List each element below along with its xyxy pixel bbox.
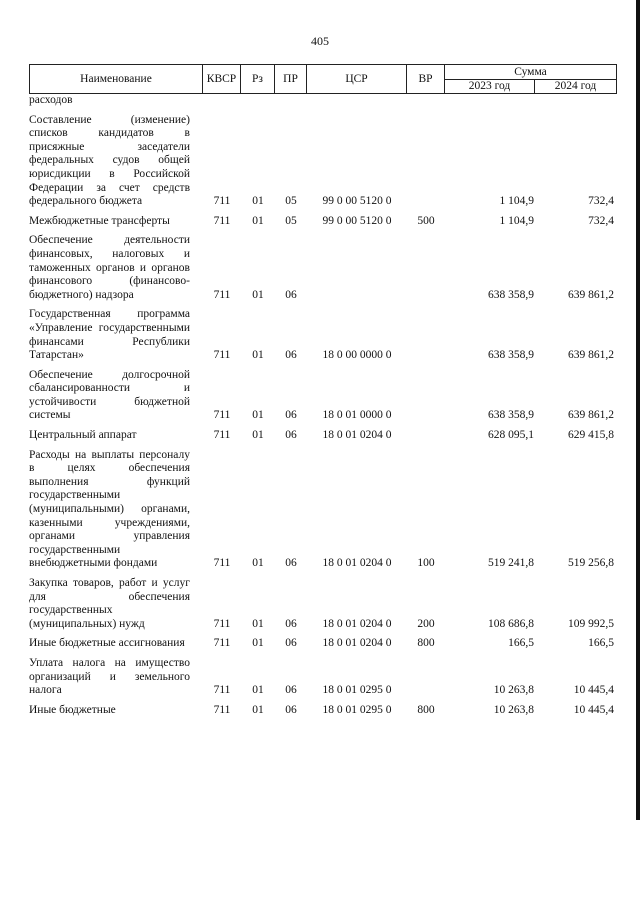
rz-cell: 01 xyxy=(252,214,264,227)
table-row xyxy=(29,449,617,571)
table-row xyxy=(29,637,617,651)
table-row xyxy=(29,704,617,718)
pr-cell: 06 xyxy=(285,557,297,570)
table-row xyxy=(29,94,617,108)
csr-cell: 18 0 01 0204 0 xyxy=(322,617,392,630)
header-sum: Сумма xyxy=(445,65,617,80)
kvsr-cell: 711 xyxy=(213,214,231,227)
kvsr-cell: 711 xyxy=(213,557,231,570)
sum-2023-cell: 10 263,8 xyxy=(493,684,534,697)
sum-2023-cell: 1 104,9 xyxy=(499,214,534,227)
header-rz: Рз xyxy=(241,65,275,94)
row-name: Центральный аппарат xyxy=(29,429,137,442)
pr-cell: 06 xyxy=(285,288,297,301)
pr-cell: 06 xyxy=(285,637,297,650)
rz-cell: 01 xyxy=(252,557,264,570)
row-name: Обеспечение долгосрочной сбалансированности и устойчивости бюджетной системы xyxy=(29,368,190,422)
header-pr: ПР xyxy=(275,65,307,94)
kvsr-cell: 711 xyxy=(213,288,231,301)
csr-cell: 18 0 01 0000 0 xyxy=(322,409,392,422)
header-csr: ЦСР xyxy=(307,65,407,94)
pr-cell: 05 xyxy=(285,214,297,227)
rz-cell: 01 xyxy=(252,429,264,442)
row-name: Межбюджетные трансферты xyxy=(29,214,170,227)
sum-2024-cell: 166,5 xyxy=(588,637,614,650)
sum-2024-cell: 732,4 xyxy=(588,195,614,208)
rz-cell: 01 xyxy=(252,637,264,650)
rz-cell: 01 xyxy=(252,703,264,716)
sum-2024-cell: 732,4 xyxy=(588,214,614,227)
vr-cell: 800 xyxy=(417,637,435,650)
rz-cell: 01 xyxy=(252,409,264,422)
csr-cell: 18 0 01 0295 0 xyxy=(322,703,392,716)
sum-2023-cell: 638 358,9 xyxy=(488,409,534,422)
pr-cell: 05 xyxy=(285,195,297,208)
csr-cell: 99 0 00 5120 0 xyxy=(322,195,392,208)
pr-cell: 06 xyxy=(285,703,297,716)
kvsr-cell: 711 xyxy=(213,409,231,422)
sum-2023-cell: 166,5 xyxy=(508,637,534,650)
csr-cell: 18 0 01 0204 0 xyxy=(322,429,392,442)
sum-2024-cell: 519 256,8 xyxy=(568,557,614,570)
csr-cell: 99 0 00 5120 0 xyxy=(322,214,392,227)
table-row xyxy=(29,234,617,302)
table-row xyxy=(29,429,617,443)
scan-edge-bar xyxy=(636,0,640,820)
row-name: Уплата налога на имущество организаций и земельного налога xyxy=(29,656,190,697)
csr-cell: 18 0 01 0204 0 xyxy=(322,557,392,570)
sum-2024-cell: 10 445,4 xyxy=(573,684,614,697)
csr-cell: 18 0 01 0295 0 xyxy=(322,684,392,697)
table-body xyxy=(29,94,617,723)
pr-cell: 06 xyxy=(285,617,297,630)
sum-2023-cell: 519 241,8 xyxy=(488,557,534,570)
row-name: Иные бюджетные xyxy=(29,703,116,716)
table-header xyxy=(29,64,617,94)
rz-cell: 01 xyxy=(252,684,264,697)
row-name: Иные бюджетные ассигнования xyxy=(29,637,185,650)
kvsr-cell: 711 xyxy=(213,429,231,442)
sum-2023-cell: 108 686,8 xyxy=(488,617,534,630)
header-vr: ВР xyxy=(407,65,445,94)
pr-cell: 06 xyxy=(285,684,297,697)
kvsr-cell: 711 xyxy=(213,684,231,697)
table-row xyxy=(29,114,617,209)
row-name: Составление (изменение) списков кандидатов в присяжные заседатели федеральных судов общей юрисдикции в Российской Федерации за счет средств федерального бюджета xyxy=(29,113,190,208)
vr-cell: 200 xyxy=(417,617,435,630)
kvsr-cell: 711 xyxy=(213,195,231,208)
kvsr-cell: 711 xyxy=(213,349,231,362)
kvsr-cell: 711 xyxy=(213,617,231,630)
sum-2024-cell: 109 992,5 xyxy=(568,617,614,630)
pr-cell: 06 xyxy=(285,349,297,362)
row-name: Государственная программа «Управление государственными финансами Республики Татарстан» xyxy=(29,308,190,362)
row-name: Обеспечение деятельности финансовых, налоговых и таможенных органов и органов финансового (финансово-бюджетного) надзора xyxy=(29,234,190,301)
table-row xyxy=(29,369,617,423)
rz-cell: 01 xyxy=(252,288,264,301)
sum-2023-cell: 638 358,9 xyxy=(488,288,534,301)
row-name: расходов xyxy=(29,94,73,106)
sum-2024-cell: 639 861,2 xyxy=(568,409,614,422)
rz-cell: 01 xyxy=(252,195,264,208)
rz-cell: 01 xyxy=(252,617,264,630)
sum-2023-cell: 638 358,9 xyxy=(488,349,534,362)
page-number: 405 xyxy=(311,34,329,48)
table-row xyxy=(29,657,617,698)
sum-2024-cell: 639 861,2 xyxy=(568,288,614,301)
header-name: Наименование xyxy=(30,65,203,94)
table-row xyxy=(29,308,617,362)
kvsr-cell: 711 xyxy=(213,637,231,650)
header-kvsr: КВСР xyxy=(203,65,241,94)
sum-2023-cell: 10 263,8 xyxy=(493,703,534,716)
table-row xyxy=(29,577,617,631)
pr-cell: 06 xyxy=(285,409,297,422)
sum-2024-cell: 629 415,8 xyxy=(568,429,614,442)
header-year-2024: 2024 год xyxy=(535,80,617,94)
pr-cell: 06 xyxy=(285,429,297,442)
vr-cell: 500 xyxy=(417,214,435,227)
sum-2024-cell: 639 861,2 xyxy=(568,349,614,362)
csr-cell: 18 0 00 0000 0 xyxy=(322,349,392,362)
sum-2024-cell: 10 445,4 xyxy=(573,703,614,716)
table-row xyxy=(29,215,617,229)
row-name: Расходы на выплаты персоналу в целях обеспечения выполнения функций государственными (муниципальными) органами, казенными учреждениями, органами управления государственными внебюджетными фондами xyxy=(29,448,190,570)
sum-2023-cell: 1 104,9 xyxy=(499,195,534,208)
row-name: Закупка товаров, работ и услуг для обеспечения государственных (муниципальных) нужд xyxy=(29,577,190,630)
csr-cell: 18 0 01 0204 0 xyxy=(322,637,392,650)
sum-2023-cell: 628 095,1 xyxy=(488,429,534,442)
vr-cell: 800 xyxy=(417,703,435,716)
header-year-2023: 2023 год xyxy=(445,80,535,94)
kvsr-cell: 711 xyxy=(213,703,231,716)
vr-cell: 100 xyxy=(417,557,435,570)
rz-cell: 01 xyxy=(252,349,264,362)
